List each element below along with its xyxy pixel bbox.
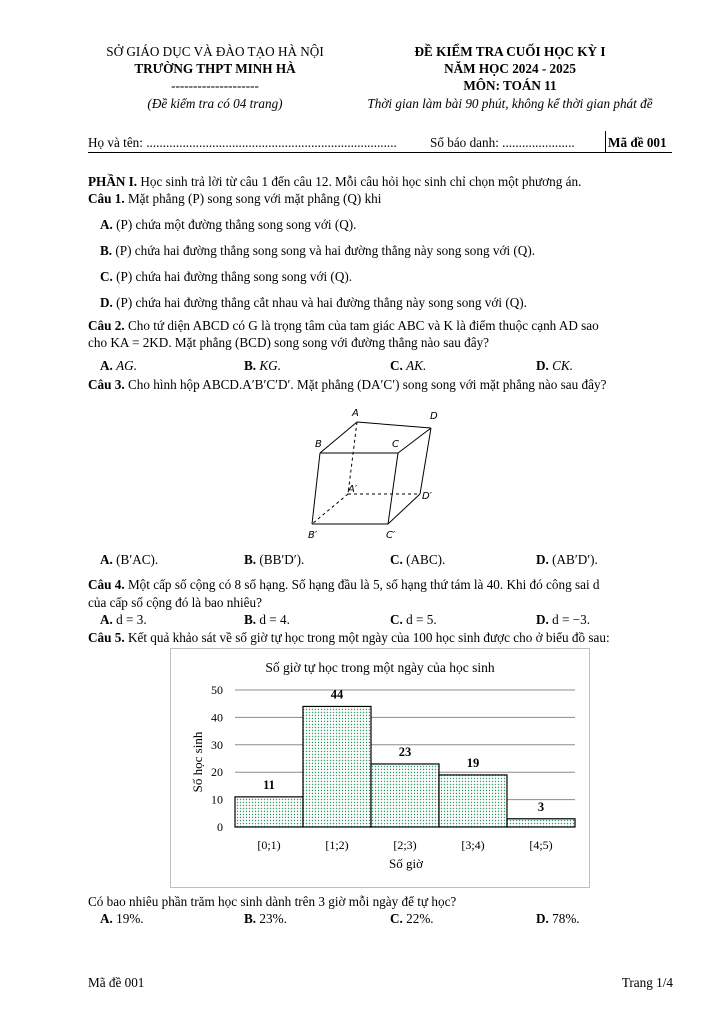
vertex-d-prime-label: D′ [422,491,432,502]
school-department: SỞ GIÁO DỤC VÀ ĐÀO TẠO HÀ NỘI [106,44,324,59]
school-year: NĂM HỌC 2024 - 2025 [444,61,576,76]
q5-option-c[interactable]: C. 22%. [390,911,434,926]
footer-exam-code: Mã đề 001 [88,975,145,990]
q1-option-d[interactable]: D. (P) chứa hai đường thẳng cắt nhau và hai đường thẳng này song song với (Q). [100,295,527,310]
chart-bar [303,706,371,827]
footer-page-number: Trang 1/4 [621,975,673,990]
chart-y-tick-label: 20 [211,765,223,780]
q2-option-c[interactable]: C. AK. [390,358,427,373]
q2-option-a[interactable]: A. AG. [100,358,138,373]
part1-instructions: PHẦN I. Học sinh trả lời từ câu 1 đến câu 12. Mỗi câu hỏi học sinh chỉ chọn một phương án. [88,174,582,189]
question-4-line2: của cấp số cộng đó là bao nhiêu? [88,595,262,610]
chart-y-label: Số học sinh [190,731,205,793]
vertex-c-label: C [392,439,399,450]
code-box-border [605,131,673,152]
q3-option-b[interactable]: B. (BB′D′). [244,552,305,567]
q3-option-d[interactable]: D. (AB′D′). [536,552,598,567]
q4-option-c[interactable]: C. d = 5. [390,612,437,627]
q4-option-d[interactable]: D. d = −3. [536,612,591,627]
question-5: Câu 5. Kết quả khảo sát về số giờ tự học trong một ngày của 100 học sinh được cho ở biểu đồ sau: [88,630,610,645]
chart-data-label: 44 [330,687,344,702]
vertex-a-prime-label: A′ [348,484,358,495]
chart-data-label: 3 [537,799,545,814]
chart-x-label: Số giờ [389,856,423,871]
vertex-d-label: D [430,411,438,422]
chart-x-tick-label: [0;1) [257,838,281,852]
time-note: Thời gian làm bài 90 phút, không kể thời gian phát đề [367,96,653,111]
study-hours-chart [170,648,590,888]
student-name-field: Họ và tên: ............................................................................ [88,135,397,150]
q5-option-b[interactable]: B. 23%. [244,911,287,926]
exam-code: Mã đề 001 [608,135,667,150]
chart-data-label: 11 [263,777,275,792]
chart-bar [371,764,439,827]
q3-option-a[interactable]: A. (B′AC). [100,552,159,567]
q3-option-c[interactable]: C. (ABC). [390,552,446,567]
student-id-field: Số báo danh: ...................... [430,135,575,150]
q4-option-b[interactable]: B. d = 4. [244,612,290,627]
q1-option-b[interactable]: B. (P) chứa hai đường thẳng song song và hai đường thẳng này song song với (Q). [100,243,536,258]
question-2: Câu 2. Cho tứ diện ABCD có G là trọng tâm của tam giác ABC và K là điểm thuộc cạnh AD sao [88,318,599,333]
chart-data-label: 23 [398,744,412,759]
q1-option-c[interactable]: C. (P) chứa hai đường thẳng song song với (Q). [100,269,353,284]
q4-option-a[interactable]: A. d = 3. [100,612,147,627]
chart-x-tick-label: [4;5) [529,838,553,852]
vertex-b-prime-label: B′ [308,530,318,541]
chart-x-tick-label: [3;4) [461,838,485,852]
q2-option-d[interactable]: D. CK. [536,358,574,373]
page-count-note: (Đề kiểm tra có 04 trang) [147,96,283,111]
vertex-a-label: A [352,408,359,419]
header-divider: -------------------- [171,78,259,93]
chart-y-tick-label: 10 [211,792,223,807]
question-5-prompt: Có bao nhiêu phần trăm học sinh dành trên 3 giờ mỗi ngày để tự học? [88,894,457,909]
question-3: Câu 3. Cho hình hộp ABCD.A′B′C′D′. Mặt phẳng (DA′C′) song song với mặt phẳng nào sau đây? [88,377,607,392]
header-rule [88,152,672,153]
vertex-c-prime-label: C′ [386,530,396,541]
subject: MÔN: TOÁN 11 [463,78,557,93]
chart-y-tick-label: 30 [211,737,223,752]
question-1: Câu 1. Mặt phẳng (P) song song với mặt phẳng (Q) khi [88,191,382,206]
chart-data-label: 19 [466,755,480,770]
vertex-b-label: B [315,439,322,450]
chart-y-tick-label: 50 [211,683,223,697]
question-2-line2: cho KA = 2KD. Mặt phẳng (BCD) song song với đường thẳng nào sau đây? [88,335,490,350]
chart-x-tick-label: [1;2) [325,838,349,852]
chart-bar [507,819,575,827]
parallelepiped-figure [300,402,450,544]
chart-y-tick-label: 40 [211,710,223,725]
chart-y-tick-label: 0 [217,820,223,834]
q1-option-a[interactable]: A. (P) chứa một đường thẳng song song với (Q). [100,217,357,232]
q2-option-b[interactable]: B. KG. [244,358,282,373]
chart-x-tick-label: [2;3) [393,838,417,852]
q5-option-a[interactable]: A. 19%. [100,911,144,926]
school-name: TRƯỜNG THPT MINH HÀ [134,61,296,76]
chart-bar [439,775,507,827]
exam-title: ĐỀ KIỂM TRA CUỐI HỌC KỲ I [414,44,606,59]
chart-title: Số giờ tự học trong một ngày của học sinh [265,660,495,675]
question-4: Câu 4. Một cấp số cộng có 8 số hạng. Số hạng đầu là 5, số hạng thứ tám là 40. Khi đó công sai d [88,577,600,592]
q5-option-d[interactable]: D. 78%. [536,911,580,926]
chart-bar [235,797,303,827]
